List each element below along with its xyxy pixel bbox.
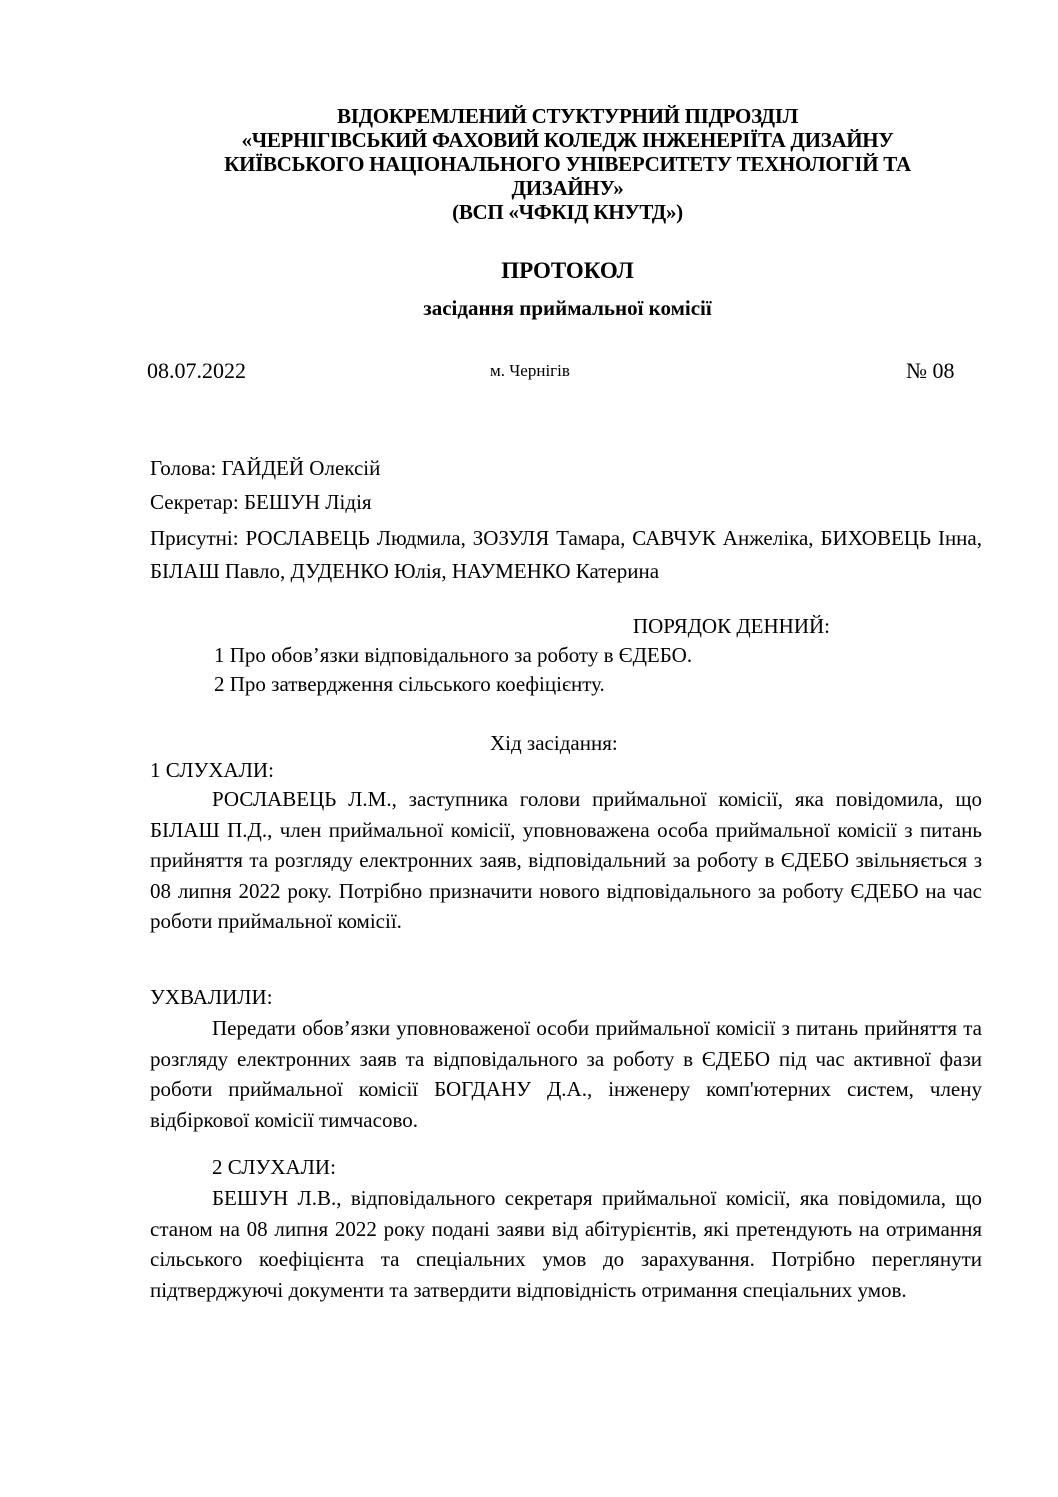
document-number: № 08 — [906, 358, 955, 383]
document-date: 08.07.2022 — [147, 358, 246, 383]
proceedings-heading: Хід засідання: — [490, 731, 618, 755]
heard-label-2: 2 СЛУХАЛИ: — [212, 1155, 336, 1179]
header-line: КИЇВСЬКОГО НАЦІОНАЛЬНОГО УНІВЕРСИТЕТУ ТЕХНОЛОГІЙ ТА — [224, 152, 911, 176]
institution-header — [150, 104, 985, 224]
agenda-item: 1 Про обов’язки відповідального за роботу в ЄДЕБО. — [214, 643, 693, 667]
resolved-label-1: УХВАЛИЛИ: — [150, 985, 273, 1009]
heard-text-1: РОСЛАВЕЦЬ Л.М., заступника голови приймальної комісії, яка повідомила, що БІЛАШ П.Д., член приймальної комісії, уповноважена особа приймальної комісії з питань прийняття та розгляду електронних заяв, відповідальний за роботу в ЄДЕБО звільняється з 08 липня 2022 року. Потрібно призначити нового відповідального за роботу ЄДЕБО на час роботи приймальної комісії. — [150, 787, 982, 933]
agenda-heading: ПОРЯДОК ДЕННИЙ: — [632, 614, 830, 638]
header-line: (ВСП «ЧФКІД КНУТД») — [452, 200, 683, 224]
header-line: ДИЗАЙНУ» — [511, 176, 624, 200]
resolved-text-1: Передати обов’язки уповноваженої особи приймальної комісії з питань прийняття та розгляду електронних заяв та відповідального за роботу в ЄДЕБО під час активної фази роботи приймальної комісії БОГДАНУ Д.А., інженеру комп'ютерних систем, члену відбіркової комісії тимчасово. — [150, 1016, 982, 1132]
heard-label-1: 1 СЛУХАЛИ: — [150, 758, 274, 782]
heard-text-2: БЕШУН Л.В., відповідального секретаря приймальної комісії, яка повідомила, що станом на 08 липня 2022 року подані заяви від абітурієнтів, які претендують на отримання сільського коефіцієнта та спеціальних умов до зарахування. Потрібно переглянути підтверджуючі документи та затвердити відповідність отримання спеціальних умов. — [150, 1186, 982, 1302]
chair-line: Голова: ГАЙДЕЙ Олексій — [150, 456, 381, 480]
document-city: м. Чернігів — [490, 361, 570, 380]
header-line: ВІДОКРЕМЛЕНИЙ СТУКТУРНИЙ ПІДРОЗДІЛ — [337, 104, 798, 128]
agenda-item: 2 Про затвердження сільського коефіцієнту. — [214, 672, 605, 696]
document-title: ПРОТОКОЛ — [501, 258, 634, 283]
secretary-line: Секретар: БЕШУН Лідія — [150, 490, 372, 514]
present-line: Присутні: РОСЛАВЕЦЬ Людмила, ЗОЗУЛЯ Тамара, САВЧУК Анжеліка, БИХОВЕЦЬ Інна, БІЛАШ Павло, ДУДЕНКО Юлія, НАУМЕНКО Катерина — [150, 526, 982, 583]
document-subtitle: засідання приймальної комісії — [423, 296, 712, 320]
header-line: «ЧЕРНІГІВСЬКИЙ ФАХОВИЙ КОЛЕДЖ ІНЖЕНЕРІЇТА ДИЗАЙНУ — [241, 128, 894, 152]
